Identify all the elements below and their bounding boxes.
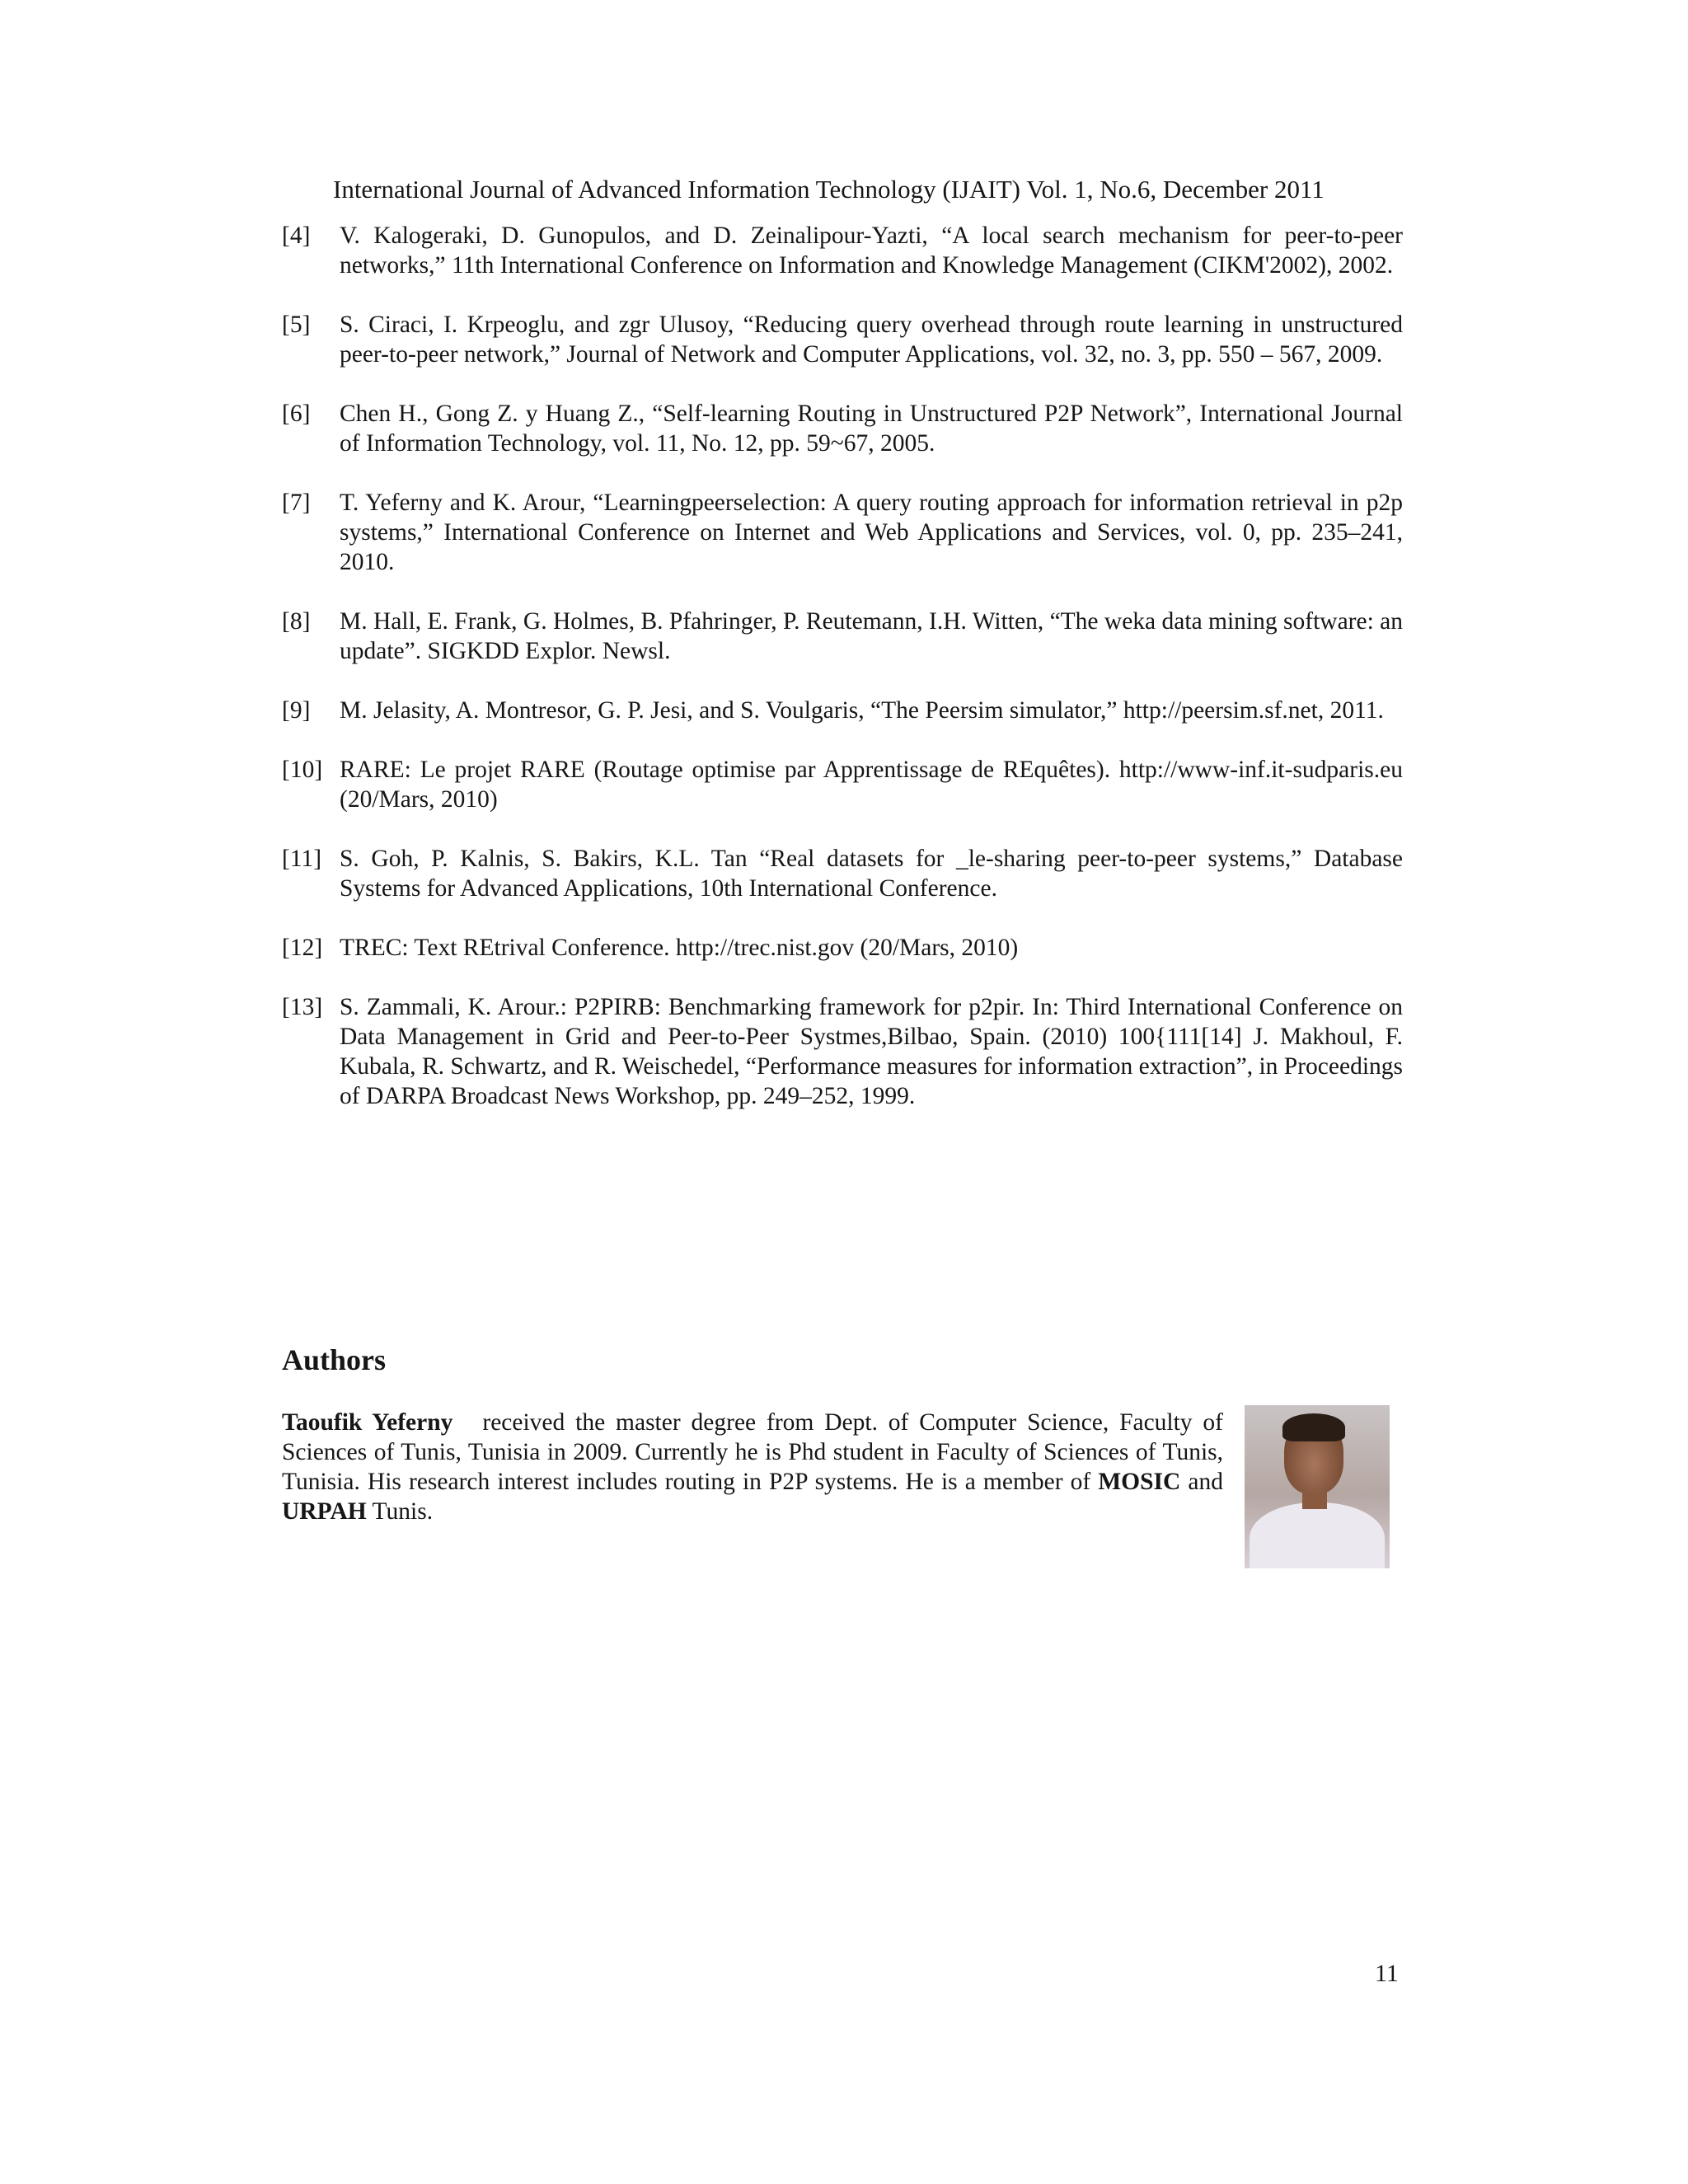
- reference-number: [6]: [282, 401, 311, 427]
- reference-text: S. Zammali, K. Arour.: P2PIRB: Benchmarking framework for p2pir. In: Third International Conference on Data Management in Grid and Peer-to-Peer Systmes,Bilbao, Spain. (2010) 100{111[14] J. Makhoul, F. Kubala, R. Schwartz, and R. Weischedel, “Performance measures for information extraction”, in Proceedings of DARPA Broadcast News Workshop, pp. 249–252, 1999.: [340, 994, 1403, 1109]
- reference-number: [11]: [282, 846, 322, 872]
- reference-item: [282, 221, 1403, 280]
- reference-text: Chen H., Gong Z. y Huang Z., “Self-learning Routing in Unstructured P2P Network”, International Journal of Information Technology, vol. 11, No. 12, pp. 59~67, 2005.: [340, 401, 1403, 457]
- reference-text: M. Jelasity, A. Montresor, G. P. Jesi, and S. Voulgaris, “The Peersim simulator,” http://peersim.sf.net, 2011.: [340, 697, 1384, 724]
- reference-text: M. Hall, E. Frank, G. Holmes, B. Pfahringer, P. Reutemann, I.H. Witten, “The weka data mining software: an update”. SIGKDD Explor. Newsl.: [340, 608, 1403, 664]
- reference-text: TREC: Text REtrival Conference. http://trec.nist.gov (20/Mars, 2010): [340, 935, 1019, 961]
- reference-item: [282, 933, 1403, 963]
- reference-text: S. Goh, P. Kalnis, S. Bakirs, K.L. Tan “Real datasets for _le-sharing peer-to-peer systems,” Database Systems for Advanced Applications, 10th International Conference.: [340, 846, 1403, 902]
- reference-number: [7]: [282, 490, 311, 516]
- author-bio: [282, 1408, 1223, 1526]
- reference-item: [282, 488, 1403, 577]
- reference-item: [282, 607, 1403, 666]
- page-number: 11: [1375, 1960, 1399, 1987]
- reference-text: RARE: Le projet RARE (Routage optimise par Apprentissage de REquêtes). http://www-inf.it-sudparis.eu (20/Mars, 2010): [340, 757, 1403, 813]
- reference-number: [8]: [282, 608, 311, 635]
- running-header: International Journal of Advanced Information Technology (IJAIT) Vol. 1, No.6, December 2011: [333, 175, 1325, 204]
- reference-list: [282, 221, 1403, 1141]
- reference-number: [4]: [282, 223, 311, 249]
- reference-text: S. Ciraci, I. Krpeoglu, and zgr Ulusoy, “Reducing query overhead through route learning in unstructured peer-to-peer network,” Journal of Network and Computer Applications, vol. 32, no. 3, pp. 550 – 567, 2009.: [340, 312, 1403, 368]
- reference-number: [12]: [282, 935, 323, 961]
- photo-shirt-shape: [1250, 1502, 1385, 1568]
- reference-number: [5]: [282, 312, 311, 338]
- reference-text: T. Yeferny and K. Arour, “Learningpeerselection: A query routing approach for information retrieval in p2p systems,” International Conference on Internet and Web Applications and Services, vol. 0, pp. 235–241, 2010.: [340, 490, 1403, 575]
- reference-item: [282, 310, 1403, 369]
- bio-text-part: received the master degree from Dept. of Computer Science, Faculty of Sciences of Tunis, Tunisia in 2009. Currently he is Phd student in Faculty of Sciences of Tunis, Tunisia. His research interest includes routing in P2P systems. He is a member of: [282, 1409, 1223, 1495]
- bio-org-urpah: URPAH: [282, 1498, 367, 1525]
- authors-heading: Authors: [282, 1343, 387, 1376]
- reference-text: V. Kalogeraki, D. Gunopulos, and D. Zeinalipour-Yazti, “A local search mechanism for peer-to-peer networks,” 11th International Conference on Information and Knowledge Management (CIKM'2002), 2002.: [340, 223, 1403, 279]
- bio-text-part: and: [1180, 1469, 1223, 1495]
- author-photo: [1245, 1405, 1390, 1568]
- reference-item: [282, 755, 1403, 814]
- reference-number: [10]: [282, 757, 323, 783]
- reference-item: [282, 696, 1403, 725]
- bio-text-part: Tunis.: [366, 1498, 434, 1525]
- reference-number: [9]: [282, 697, 311, 724]
- reference-item: [282, 992, 1403, 1111]
- reference-item: [282, 844, 1403, 903]
- reference-number: [13]: [282, 994, 323, 1020]
- bio-org-mosic: MOSIC: [1098, 1469, 1181, 1495]
- photo-hair-shape: [1282, 1413, 1345, 1441]
- reference-item: [282, 399, 1403, 458]
- author-name: Taoufik Yeferny: [282, 1409, 453, 1436]
